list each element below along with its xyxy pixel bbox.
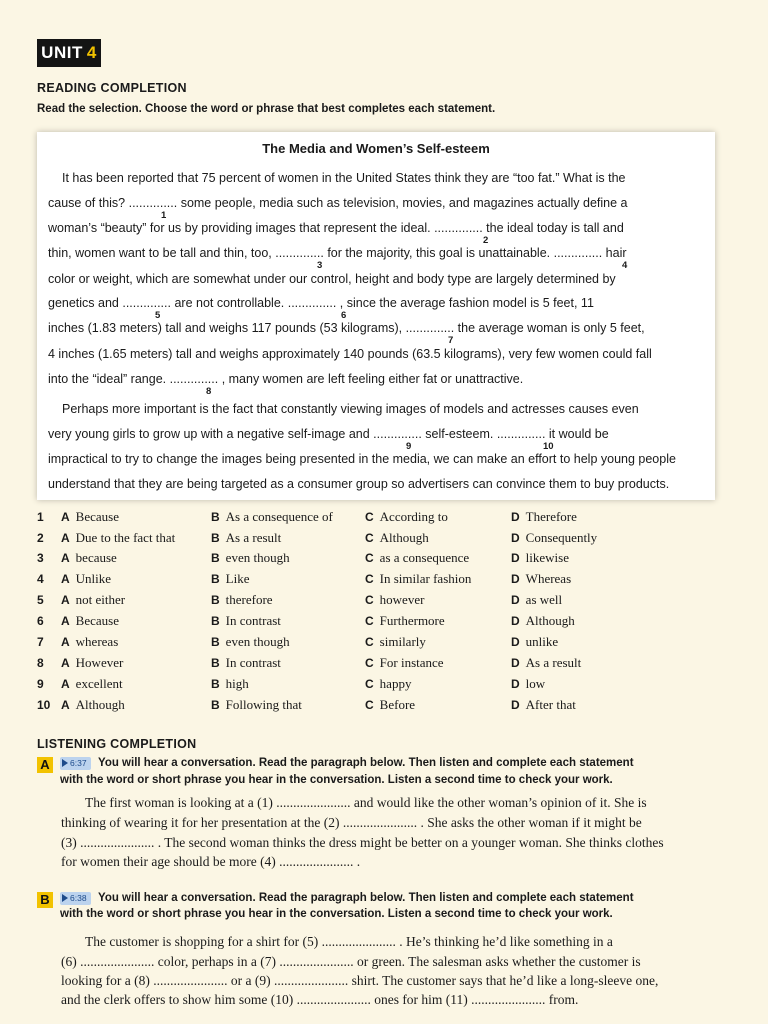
exercise-a-line: The first woman is looking at a (1) ...................... and would like the other woman’s opinion of it. She is bbox=[85, 795, 647, 810]
exercise-b-line: The customer is shopping for a shirt for (5) ...................... . He’s thinking he’d like something in a bbox=[85, 934, 613, 949]
option-d[interactable]: D After that bbox=[511, 697, 576, 712]
exercise-b-line: and the clerk offers to show him some (10) ...................... ones for him (11) ...................... from. bbox=[61, 992, 579, 1007]
listening-section-title: LISTENING COMPLETION bbox=[37, 737, 197, 751]
passage-box bbox=[37, 132, 715, 500]
option-d[interactable]: D unlike bbox=[511, 634, 559, 649]
option-d[interactable]: D Therefore bbox=[511, 509, 577, 524]
option-a[interactable]: A Although bbox=[61, 697, 125, 712]
passage-line: Perhaps more important is the fact that constantly viewing images of models and actresses causes even bbox=[62, 402, 639, 416]
play-icon bbox=[62, 894, 68, 902]
option-c[interactable]: C In similar fashion bbox=[365, 571, 472, 586]
exercise-b-instructions: with the word or short phrase you hear in the conversation. Listen a second time to check your work. bbox=[60, 908, 613, 920]
option-b[interactable]: B In contrast bbox=[211, 613, 281, 628]
option-b[interactable]: B In contrast bbox=[211, 655, 281, 670]
reading-instructions: Read the selection. Choose the word or phrase that best completes each statement. bbox=[37, 103, 496, 115]
question-number: 9 bbox=[37, 677, 44, 691]
option-b[interactable]: B even though bbox=[211, 634, 290, 649]
passage-line: color or weight, which are somewhat under our control, height and body type are largely determined by bbox=[48, 272, 616, 286]
question-number: 5 bbox=[37, 593, 44, 607]
question-number: 2 bbox=[37, 531, 44, 545]
passage-line: understand that they are being targeted as a consumer group so advertisers can convince them to buy products. bbox=[48, 477, 670, 491]
option-c[interactable]: C According to bbox=[365, 509, 448, 524]
option-c[interactable]: C For instance bbox=[365, 655, 444, 670]
question-number: 8 bbox=[37, 656, 44, 670]
question-number: 1 bbox=[37, 510, 44, 524]
option-a[interactable]: A whereas bbox=[61, 634, 119, 649]
option-c[interactable]: C Although bbox=[365, 530, 429, 545]
option-d[interactable]: D Although bbox=[511, 613, 575, 628]
exercise-a-line: thinking of wearing it for her presentation at the (2) ...................... . She asks the other woman if it might be bbox=[61, 815, 642, 830]
exercise-a-tag: A bbox=[37, 757, 53, 773]
blank-number: 9 bbox=[406, 441, 412, 452]
option-c[interactable]: C as a consequence bbox=[365, 550, 470, 565]
option-b[interactable]: B As a result bbox=[211, 530, 282, 545]
blank-number: 10 bbox=[543, 441, 554, 452]
option-c[interactable]: C however bbox=[365, 592, 425, 607]
passage-line: woman’s “beauty” for us by providing images that represent the ideal. .............. the ideal today is tall and bbox=[48, 221, 624, 235]
option-a[interactable]: A Because bbox=[61, 509, 119, 524]
option-d[interactable]: D Whereas bbox=[511, 571, 572, 586]
reading-section-title: READING COMPLETION bbox=[37, 81, 187, 95]
blank-number: 3 bbox=[317, 260, 323, 271]
option-d[interactable]: D as well bbox=[511, 592, 563, 607]
exercise-b-instructions: You will hear a conversation. Read the paragraph below. Then listen and complete each statement bbox=[98, 892, 634, 904]
passage-line: very young girls to grow up with a negative self-image and .............. self-esteem. .............. it would be bbox=[48, 427, 609, 441]
option-a[interactable]: A Unlike bbox=[61, 571, 112, 586]
blank-number: 8 bbox=[206, 386, 212, 397]
option-a[interactable]: A However bbox=[61, 655, 124, 670]
question-number: 6 bbox=[37, 614, 44, 628]
blank-number: 6 bbox=[341, 310, 347, 321]
exercise-b-line: looking for a (8) ...................... or a (9) ...................... shirt. The customer says that he’d like a long-sleeve one, bbox=[61, 973, 659, 988]
option-a[interactable]: A Due to the fact that bbox=[61, 530, 176, 545]
exercise-b-tag: B bbox=[37, 892, 53, 908]
audio-track-badge[interactable]: 6:37 bbox=[60, 757, 91, 770]
question-number: 10 bbox=[37, 698, 51, 712]
passage-line: 4 inches (1.65 meters) tall and weighs approximately 140 pounds (63.5 kilograms), very few women could fall bbox=[48, 347, 652, 361]
passage-line: thin, women want to be tall and thin, too, .............. for the majority, this goal is unattainable. .............. hair bbox=[48, 246, 627, 260]
blank-number: 7 bbox=[448, 335, 454, 346]
option-b[interactable]: B even though bbox=[211, 550, 290, 565]
option-a[interactable]: A not either bbox=[61, 592, 126, 607]
option-a[interactable]: A because bbox=[61, 550, 117, 565]
exercise-a-line: for women their age should be more (4) ...................... . bbox=[61, 854, 361, 869]
audio-track-badge[interactable]: 6:38 bbox=[60, 892, 91, 905]
passage-line: into the “ideal” range. .............. , many women are left feeling either fat or unattractive. bbox=[48, 372, 524, 386]
blank-number: 1 bbox=[161, 210, 167, 221]
play-icon bbox=[62, 759, 68, 767]
option-c[interactable]: C Furthermore bbox=[365, 613, 445, 628]
blank-number: 5 bbox=[155, 310, 161, 321]
option-a[interactable]: A Because bbox=[61, 613, 119, 628]
passage-line: inches (1.83 meters) tall and weighs 117 pounds (53 kilograms), .............. the average woman is only 5 feet, bbox=[48, 321, 645, 335]
option-c[interactable]: C Before bbox=[365, 697, 416, 712]
exercise-a-instructions: with the word or short phrase you hear in the conversation. Listen a second time to check your work. bbox=[60, 774, 613, 786]
question-number: 3 bbox=[37, 551, 44, 565]
option-b[interactable]: B As a consequence of bbox=[211, 509, 333, 524]
option-b[interactable]: B therefore bbox=[211, 592, 273, 607]
option-b[interactable]: B Like bbox=[211, 571, 250, 586]
option-d[interactable]: D As a result bbox=[511, 655, 582, 670]
option-b[interactable]: B Following that bbox=[211, 697, 302, 712]
blank-number: 2 bbox=[483, 235, 489, 246]
option-c[interactable]: C similarly bbox=[365, 634, 426, 649]
passage-line: genetics and .............. are not controllable. .............. , since the average fashion model is 5 feet, 11 bbox=[48, 296, 594, 310]
option-d[interactable]: D Consequently bbox=[511, 530, 598, 545]
question-number: 7 bbox=[37, 635, 44, 649]
option-c[interactable]: C happy bbox=[365, 676, 412, 691]
passage-line: cause of this? .............. some people, media such as television, movies, and magazines actually define a bbox=[48, 196, 628, 210]
exercise-a-instructions: You will hear a conversation. Read the paragraph below. Then listen and complete each statement bbox=[98, 757, 634, 769]
option-a[interactable]: A excellent bbox=[61, 676, 123, 691]
question-number: 4 bbox=[37, 572, 44, 586]
unit-badge: UNIT 4 bbox=[37, 39, 101, 67]
exercise-b-line: (6) ...................... color, perhaps in a (7) ...................... or green. The salesman asks whether the customer is bbox=[61, 954, 641, 969]
blank-number: 4 bbox=[622, 260, 628, 271]
option-d[interactable]: D low bbox=[511, 676, 546, 691]
passage-title: The Media and Women’s Self-esteem bbox=[262, 141, 490, 156]
option-b[interactable]: B high bbox=[211, 676, 249, 691]
passage-line: impractical to try to change the images being presented in the media, we can make an effort to help young people bbox=[48, 452, 676, 466]
exercise-a-line: (3) ...................... . The second woman thinks the dress might be better on a younger woman. She thinks clothes bbox=[61, 835, 664, 850]
passage-line: It has been reported that 75 percent of women in the United States think they are “too fat.” What is the bbox=[62, 171, 626, 185]
option-d[interactable]: D likewise bbox=[511, 550, 569, 565]
